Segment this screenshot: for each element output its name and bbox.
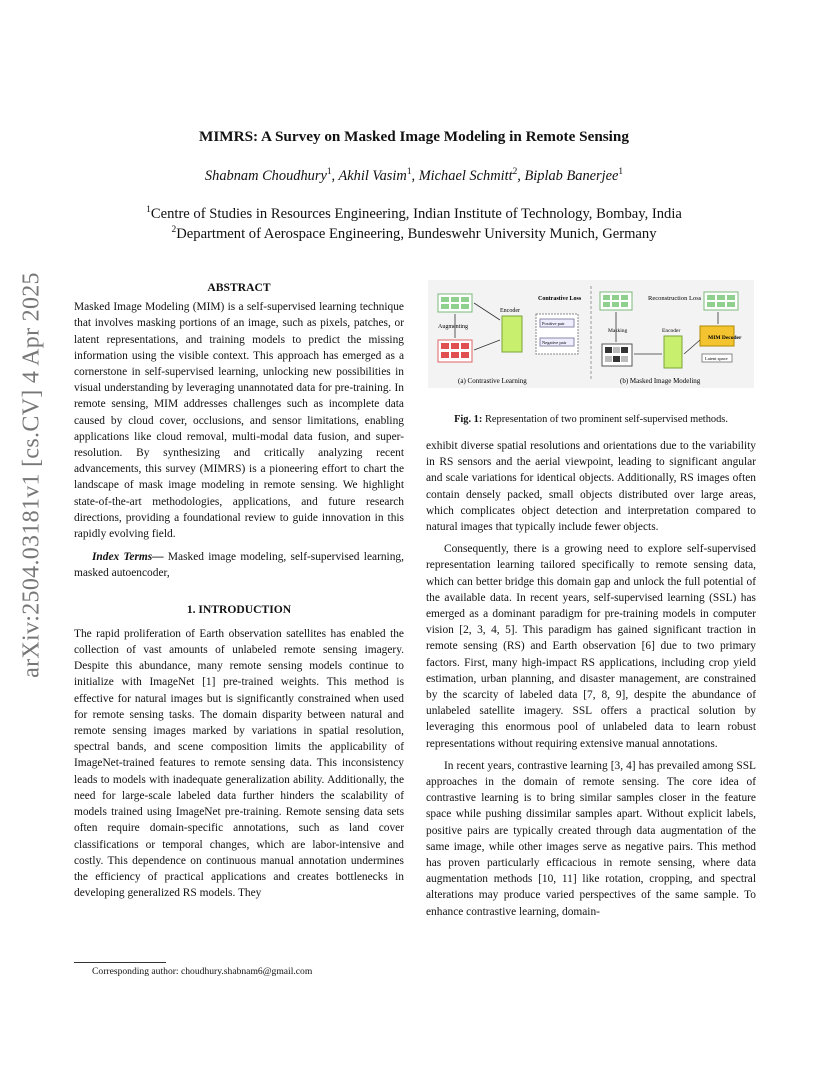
subfigure-a-caption: (a) Contrastive Learning	[458, 377, 527, 385]
index-terms-label: Index Terms—	[92, 551, 164, 564]
left-column	[74, 280, 404, 901]
intro-paragraph: The rapid proliferation of Earth observation satellites has enabled the collection of vast amounts of unlabeled remote sensing imagery. Despite this abundance, many remote sensing models continue to initialize with ImageNet [1] pre-trained weights. This method is effective for natural images but is significantly constrained when used for remote sensing tasks. The domain disparity between natural and remote sensing images marked by variations in spatial resolution, spectral bands, and scene composition limits the applicability of ImageNet-trained features to remote sensing data. This inconsistency leads to models with inadequate generalization ability. Additionally, the need for large-scale labeled data further hinders the scalability of models trained using ImageNet pre-training. Remote sensing data sets often require domain-specific annotations, such as land cover classifications or temporal changes, which are labor-intensive and costly. This dependence on continuous manual annotation undermines the efficiency of practical applications and creates bottlenecks in developing generalized RS models. They	[74, 627, 404, 900]
author: Shabnam Choudhury$^1$	[204, 167, 332, 184]
footnote: Corresponding author: choudhury.shabnam6@gmail.com	[92, 966, 313, 977]
reconstruction-loss-label: Reconstruction Loss	[648, 295, 702, 302]
abstract-text: Masked Image Modeling (MIM) is a self-supervised learning technique that involves masking portions of an image, such as pixels, patches, or latent representations, and training models to predict the missing information using the visible context. This approach has emerged as a cornerstone in self-supervised learning, unlocking new possibilities in visual understanding by leveraging unannotated data for pre-training. In remote sensing, MIM addresses challenges such as incomplete data caused by cloud cover, occlusions, and sensor limitations, enabling applications like cloud removal, multi-modal data fusion, and super-resolution. By synthesizing and critically analyzing recent advancements, this survey (MIMRS) is a pioneering effort to chart the landscape of mask image modeling in remote sensing. We highlight state-of-the-art methodologies, applications, and future research directions, providing a foundational review to guide innovation in this rapidly evolving field.	[74, 301, 404, 541]
subfigure-b-caption: (b) Masked Image Modeling	[620, 377, 701, 385]
mim-encoder-block	[664, 336, 682, 368]
mim-input-patches	[600, 292, 632, 310]
arxiv-id-text: arXiv:2504.03181v1 [cs.CV] 4 Apr 2025	[18, 272, 45, 678]
paragraph: exhibit diverse spatial resolutions and orientations due to the variability in RS sensors and the aerial viewpoint, leading to significant angular and scale variations for identical objects. Additionally, RS images often contain densely packed, small objects distributed over large areas, which complicates object detection and interpretation compared to natural images that typically include fewer objects.	[426, 440, 756, 534]
figure-caption: Fig. 1: Representation of two prominent self-supervised methods.	[454, 414, 728, 425]
section-heading-introduction: 1. INTRODUCTION	[186, 602, 292, 616]
paper-title: MIMRS: A Survey on Masked Image Modeling in Remote Sensing	[199, 128, 629, 145]
figure-1	[428, 280, 754, 388]
mim-decoder-label: MIM Decoder	[708, 335, 742, 341]
affiliation-2: $^2$Department of Aerospace Engineering, Bundeswehr University Munich, Germany	[171, 225, 657, 242]
footnote-rule	[74, 962, 166, 963]
abstract-heading: ABSTRACT	[207, 281, 271, 294]
paragraph: In recent years, contrastive learning [3, 4] has prevailed among SSL approaches in the domain of remote sensing. The core idea of contrastive learning is to bring similar samples closer in the feature space while pushing dissimilar samples apart. Without explicit labels, positive pairs are typically created through data augmentation of the same image, while other images serve as negative pairs. This method has proven particularly efficacious in remote sensing, where data augmentation methods [10, 11] like rotation, cropping, and spectral alterations may produce varied perspectives of the same sample. To enhance contrastive learning, domain-	[426, 759, 756, 918]
paragraph: Consequently, there is a growing need to explore self-supervised representation learning tailored specifically to remote sensing data, which can better bridge this domain gap and unlock the full potential of the available data. In recent years, self-supervised learning (SSL) has emerged as a dominant paradigm for pre-training models in computer vision [2, 3, 4, 5]. This paradigm has gained significant traction in remote sensing (RS) and Earth observation [6] due to two primary factors. First, many high-impact RS applications, including crop yield estimation, urban planning, and disaster management, are constrained by the scarcity of labeled data [7, 8, 9], despite the abundance of unlabeled satellite imagery. SSL offers a practical solution by leveraging this enormous pool of unlabeled data to learn robust representations without requiring extensive manual annotations.	[426, 543, 756, 750]
affiliation-1: $^1$Centre of Studies in Resources Engineering, Indian Institute of Technology, Bombay, India	[146, 205, 682, 222]
right-column	[426, 438, 756, 920]
positive-pair-label: Positive pair	[542, 321, 565, 326]
mim-encoder-label: Encoder	[662, 328, 681, 334]
author-list: Shabnam Choudhury$^1$, Akhil Vasim$^1$, Michael Schmitt$^2$, Biplab Banerjee$^1$	[204, 167, 624, 184]
author: Biplab Banerjee$^1$	[524, 167, 624, 184]
author: Michael Schmitt$^2$	[418, 167, 518, 184]
input-image-patches	[438, 294, 472, 312]
arxiv-identifier	[12, 272, 52, 678]
figure-diagram	[428, 280, 754, 388]
author: Akhil Vasim$^1$	[338, 167, 412, 184]
encoder-block	[502, 316, 522, 352]
reconstructed-patches	[704, 292, 738, 310]
contrastive-loss-label: Contrastive Loss	[538, 296, 582, 302]
encoder-label: Encoder	[500, 308, 520, 314]
latent-space-label: Latent space	[705, 356, 728, 361]
masking-label: Masking	[608, 328, 628, 334]
negative-pair-label: Negative pair	[542, 340, 567, 345]
index-terms: Index Terms— Masked image modeling, self-supervised learning, masked autoencoder,	[74, 551, 404, 580]
augmenting-label: Augmenting	[438, 324, 468, 330]
